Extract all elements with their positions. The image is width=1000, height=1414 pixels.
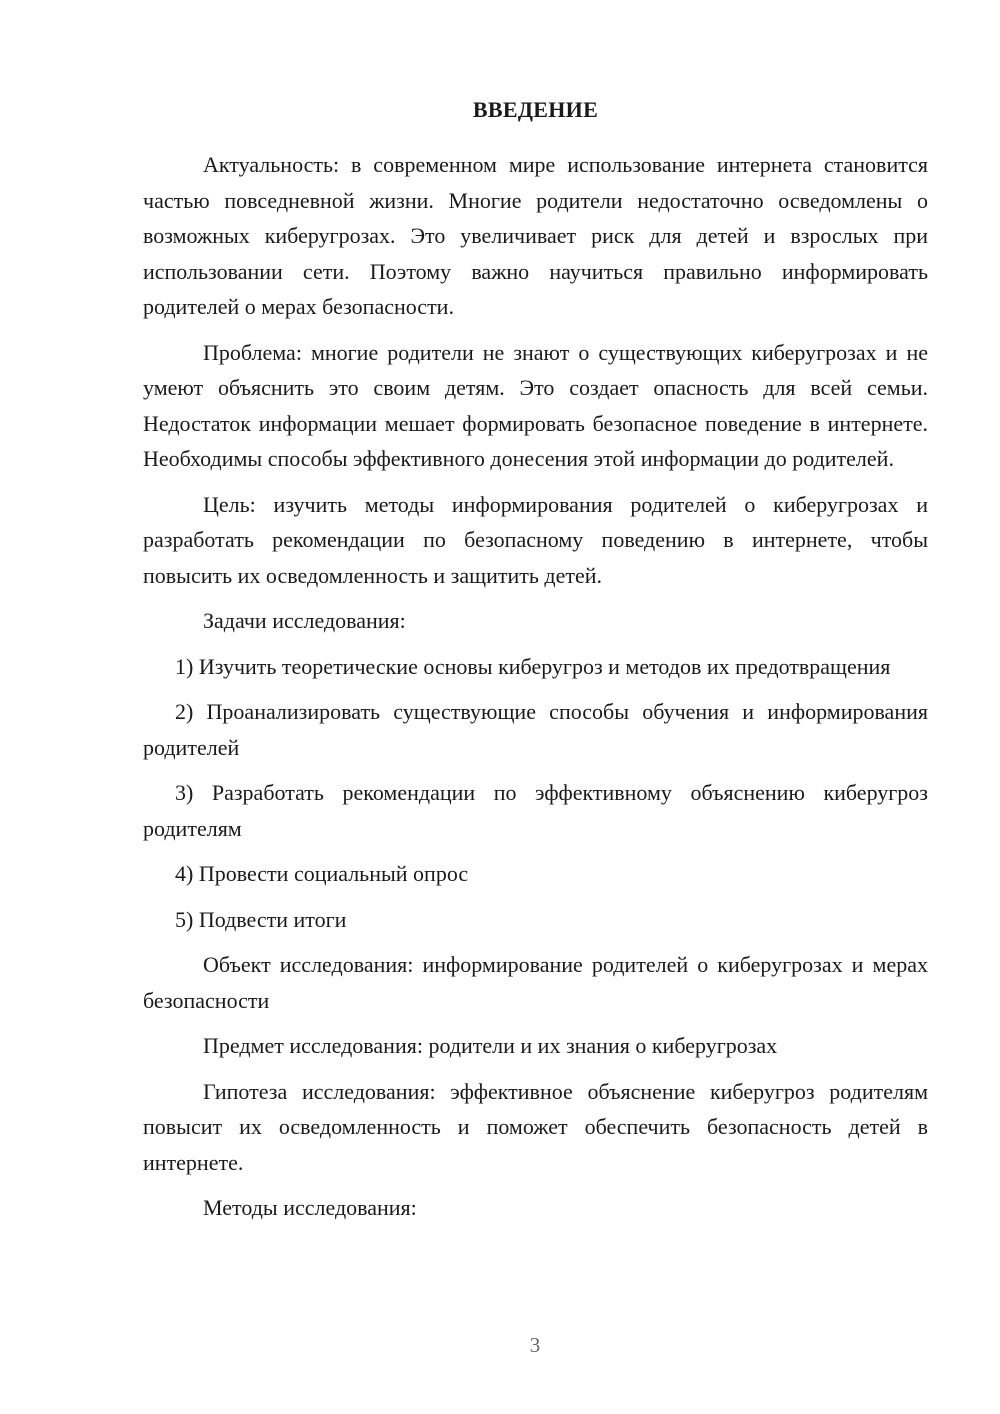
- task-item-3: 3) Разработать рекомендации по эффективному объяснению киберугроз родителям: [143, 780, 928, 841]
- section-title: ВВЕДЕНИЕ: [472, 97, 599, 122]
- problem-paragraph: Проблема: многие родители не знают о существующих киберугрозах и не умеют объяснить это своим детям. Это создает опасность для всей семьи. Недостаток информации мешает формировать безопасное поведение в интернете. Необходимы способы эффективного донесения этой информации до родителей.: [143, 339, 928, 471]
- object-paragraph: Объект исследования: информирование родителей о киберугрозах и мерах безопасности: [143, 952, 928, 1013]
- task-item-4: 4) Провести социальный опрос: [175, 861, 469, 886]
- task-item-5: 5) Подвести итоги: [175, 906, 347, 932]
- goal-paragraph: Цель: изучить методы информирования родителей о киберугрозах и разработать рекомендации по безопасному поведению в интернете, чтобы повысить их осведомленность и защитить детей.: [143, 491, 928, 588]
- subject-paragraph: Предмет исследования: родители и их знания о киберугрозах: [203, 1033, 778, 1058]
- tasks-heading: Задачи исследования:: [203, 608, 406, 633]
- task-item-2: 2) Проанализировать существующие способы обучения и информирования родителей: [143, 699, 928, 760]
- document-page: [143, 92, 928, 1236]
- task-item-1: 1) Изучить теоретические основы киберугроз и методов их предотвращения: [175, 653, 891, 679]
- relevance-paragraph: Актуальность: в современном мире использование интернета становится частью повседневной жизни. Многие родители недостаточно осведомлены о возможных киберугрозах. Это увеличивает риск для детей и взрослых при использовании сети. Поэтому важно научиться правильно информировать родителей о мерах безопасности.: [143, 152, 928, 319]
- hypothesis-paragraph: Гипотеза исследования: эффективное объяснение киберугроз родителям повысит их осведомленность и поможет обеспечить безопасность детей в интернете.: [143, 1078, 928, 1175]
- methods-heading: Методы исследования:: [203, 1195, 417, 1220]
- page-number: 3: [529, 1333, 541, 1357]
